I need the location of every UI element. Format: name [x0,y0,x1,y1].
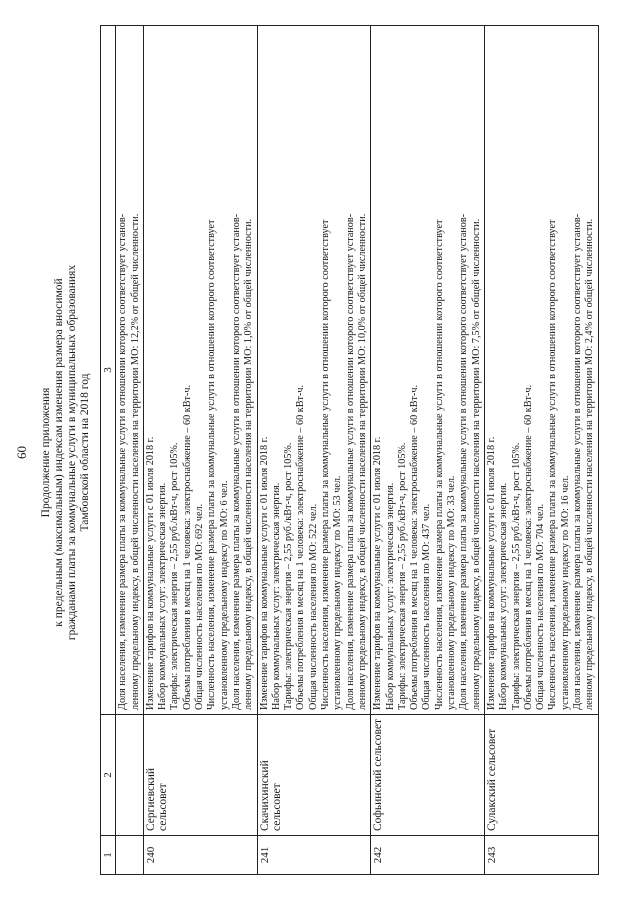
description-line: Набор коммунальных услуг: электрическая энергия. [384,482,396,710]
column-header: 3 [101,26,116,715]
column-header: 1 [101,836,116,875]
description-cell [484,26,598,715]
heading-line: Тамбовской области на 2018 год [79,373,91,532]
municipality-cell: Скачихинский сельсовет [257,715,371,836]
description-cell [257,26,371,715]
heading-line: гражданами платы за коммунальные услуги в муниципальных образованиях [66,264,78,641]
row-number-cell: 243 [484,836,598,875]
description-line: Объемы потребления в месяц на 1 человека: электроснабжение – 60 кВт-ч. [409,384,421,710]
description-line: Доля населения, изменение размера платы за коммунальные услуги в отношении которого соответствует установ- [344,213,356,710]
description-line: ленному предельному индексу, в общей численности населения на территории МО: 10,0% от общей численности. [356,213,368,710]
description-line: Тарифы: электрическая энергия – 2,55 руб./кВт-ч, рост 105%. [396,442,408,710]
description-cell [116,26,144,715]
description-line: Доля населения, изменение размера платы за коммунальные услуги в отношении которого соответствует установ- [571,213,583,710]
description-line: Тарифы: электрическая энергия – 2,55 руб./кВт-ч, рост 105%. [169,442,181,710]
row-number-cell [116,836,144,875]
description-line: Объемы потребления в месяц на 1 человека: электроснабжение – 60 кВт-ч. [181,384,193,710]
description-line: Доля населения, изменение размера платы за коммунальные услуги в отношении которого соответствует установ- [117,213,129,710]
description-line: Набор коммунальных услуг: электрическая энергия. [498,482,510,710]
description-line: установленному предельному индексу по МО: 16 чел. [559,475,571,710]
description-cell [143,26,257,715]
description-line: Численность населения, изменение размера платы за коммунальные услуги в отношении которого соответствует [547,219,559,710]
description-line: Численность населения, изменение размера платы за коммунальные услуги в отношении которого соответствует [206,219,218,710]
municipality-cell [116,715,144,836]
description-line: Общая численность населения по МО: 704 чел. [535,503,547,710]
table-body [143,26,598,875]
column-header: 2 [101,715,116,836]
description-line: установленному предельному индексу по МО: 6 чел. [218,480,230,710]
appendix-heading [40,0,92,905]
municipality-cell: Сулакский сельсовет [484,715,598,836]
heading-line: Продолжение приложения [40,387,52,518]
table-header-row [101,26,116,875]
row-number-cell: 240 [143,836,257,875]
row-number-cell: 242 [371,836,485,875]
description-line: Тарифы: электрическая энергия – 2,55 руб./кВт-ч, рост 105%. [510,442,522,710]
description-line: Набор коммунальных услуг: электрическая энергия. [270,482,282,710]
description-cell [371,26,485,715]
description-line: Изменение тарифов на коммунальные услуги с 01 июля 2018 г. [372,436,384,710]
page-number: 60 [14,446,29,459]
description-line: ленному предельному индексу, в общей численности населения на территории МО: 12,2% от общей численности. [129,213,141,710]
heading-line: к предельным (максимальным) индексам изменения размера вносимой [53,278,65,627]
description-line: Изменение тарифов на коммунальные услуги с 01 июля 2018 г. [144,436,156,710]
description-line: ленному предельному индексу, в общей численности населения на территории МО: 1,0% от общей численности. [243,218,255,710]
description-line: Численность населения, изменение размера платы за коммунальные услуги в отношении которого соответствует [320,219,332,710]
table-row-carry-over [116,26,144,875]
municipality-cell: Софьинский сельсовет [371,715,485,836]
description-line: Изменение тарифов на коммунальные услуги с 01 июля 2018 г. [485,436,497,710]
indices-table [100,25,599,875]
description-line: Доля населения, изменение размера платы за коммунальные услуги в отношении которого соответствует установ- [458,213,470,710]
row-number-cell: 241 [257,836,371,875]
description-line: Общая численность населения по МО: 437 чел. [421,503,433,710]
description-line: Объемы потребления в месяц на 1 человека: электроснабжение – 60 кВт-ч. [522,384,534,710]
description-line: Общая численность населения по МО: 692 чел. [194,503,206,710]
table-row [484,26,598,875]
table-row [143,26,257,875]
description-line: Изменение тарифов на коммунальные услуги с 01 июля 2018 г. [258,436,270,710]
table-row [371,26,485,875]
description-line: Доля населения, изменение размера платы за коммунальные услуги в отношении которого соответствует установ- [230,213,242,710]
description-line: Объемы потребления в месяц на 1 человека: электроснабжение – 60 кВт-ч. [295,384,307,710]
description-line: ленному предельному индексу, в общей численности населения на территории МО: 2,4% от общей численности. [584,218,596,710]
description-line: установленному предельному индексу по МО: 33 чел. [446,475,458,710]
description-line: Набор коммунальных услуг: электрическая энергия. [157,482,169,710]
description-line: Численность населения, изменение размера платы за коммунальные услуги в отношении которого соответствует [433,219,445,710]
municipality-cell: Сергиевский сельсовет [143,715,257,836]
table-row [257,26,371,875]
description-line: Общая численность населения по МО: 522 чел. [307,503,319,710]
description-line: установленному предельному индексу по МО: 53 чел. [332,475,344,710]
description-line: Тарифы: электрическая энергия – 2,55 руб./кВт-ч, рост 105%. [283,442,295,710]
description-line: ленному предельному индексу, в общей численности населения на территории МО: 7,5% от общей численности. [470,218,482,710]
